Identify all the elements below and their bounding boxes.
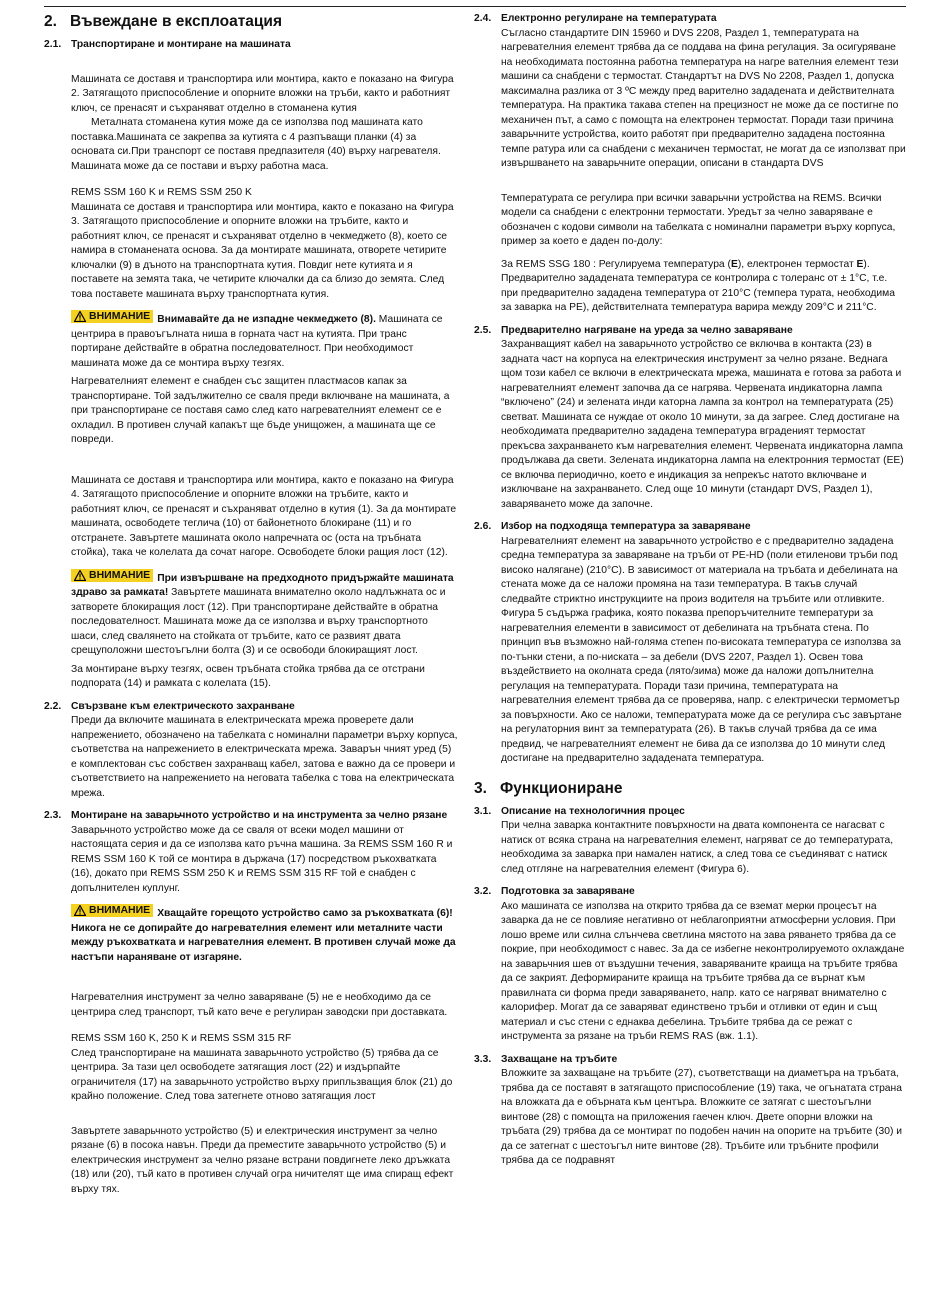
paragraph: Захранващият кабел на заварьчното устройство се включва в контакта (23) в задната част на корпуса на електрическия инструмент за челно рязане. Веднага щом този кабел се включи в електрическата мрежа, машината е готова за работа и нагревателният елемент започва да се нагрява. Червената индикаторна лампа “включено” (24) и зелената инди каторна лампа за контрол на температурата (25) светват. Машината се нуждае от около 10 минути, за да загрее. След достигане на необходимата предварително зададена температура вграденият термостат прекъсва захранването към нагревателния елемент. Червената индикаторна лампа продължава да свети. Зелената индикаторна лампа на електронния термостат (EE) се включва периодично, което е индикация за непрекъс натото включване и изключване на захранването. След още 10 минути (стандарт DVS, Раздел 1), заваряването може да започне.: [501, 339, 904, 510]
paragraph: Температурата се регулира при всички заварьчни устройства на REMS. Всички модели са снабдени с електронни термостати. Уредът за челно заваряване е обозначен с кодови символи на табелката с номинални параметри върху корпуса, пример за което е даден по-долу:: [501, 192, 896, 247]
paragraph: Машината се доставя и транспортира или монтира, както е показано на Фигура 2. Затягащото приспособление и опорните вложки на тръби, както и работният ключ, се пренасят и съхраняват отделно в стоманена кутия: [71, 73, 454, 114]
warning-badge: ВНИМАНИЕ: [71, 904, 153, 917]
warning-triangle-icon: [74, 905, 86, 916]
section-2-5-heading: 2.5. Предварително нагряване на уреда за челно заваряване: [474, 324, 793, 336]
paragraph: За монтиране върху тезгях, освен тръбната стойка трябва да се отстрани подпората (14) и рамката с колелата (15).: [71, 663, 425, 689]
paragraph: Вложките за захващане на тръбите (27), съответстващи на диаметъра на тръбата, трябва да се поставят в затягащото приспособление (19) така, че огънатата страна на вложката да е обърната към центъра. Вложките се затягат с шестоъгълни винтове (28) с помощта на приложения гаечен ключ. Двете опорни вложки на тръбата (29) трябва да се монтират по подобен начин на опорите на тръбите (30) и да се затегнат с шестоъгъл ните винтове (28). Тръбите или тръбните профили трябва да се подравнят: [501, 1068, 902, 1166]
paragraph: Преди да включите машината в електрическата мрежа проверете дали напрежението, обозначено на табелката с номинални параметри върху корпуса, съответства на напрежението в електрическата мрежа. Заварън чният уред (5) е комплектован със собствен захранващ кабел, затова е важно да се провери и съответствието на напрежението на неговата табелка с това на електрическата мрежа.: [71, 715, 458, 799]
right-column: [474, 12, 906, 1169]
section-2-4-heading: 2.4. Електронно регулиране на температурата: [474, 13, 717, 24]
paragraph: За REMS SSG 180 : Регулируема температура (E), електронен термостат E). Предварително зададената температура се контролира с толеранс от ± 1°C, т.е. при предварително зададена температура от 210°C (темпера турата, необходима за заварка на PE), действителната температура варира между 209°C и 211°C.: [501, 258, 895, 313]
section-3-heading: 3. Функциониране: [474, 779, 623, 797]
section-2-3-heading: 2.3. Монтиране на заварьчното устройство и на инструмента за челно рязане: [44, 810, 448, 821]
paragraph: Завъртете заварьчното устройство (5) и електрическия инструмент за челно рязане (6) в посока навън. Преди да преместите заварьчното устройство (5) и електрическия инструмент за челно рязане встрани повдигнете леко дръжката (18) или (20), тъй като в противен случай огра ничителят ще има спиращ ефект върху тях.: [71, 1125, 454, 1195]
section-3-1-heading: 3.1. Описание на технологичния процес: [474, 805, 685, 817]
top-rule: [44, 6, 906, 7]
paragraph: Ако машината се използва на открито трябва да се вземат мерки процесът на заварка да не се повлияе негативно от неблагоприятни атмосферни условия. При лошо време или силна слънчева светлина мястото на зава ряването трябва да се покрие, при необходимост с навес. За да се избегне неконтролируемото охлаждане на заварьчния шев от въздушни течения, заваряваните краища на тръбите трябва да се закрият. Деформираните краища на тръбите трябва да се върнат към правилната си форма преди заваряването, напр. като се нагряват внимателно с калорифер. Могат да се заваряват единствено тръби и отливки от един и същ материал и със стени с еднаква дебелина. Тръбите трябва да се режат с инструмента за рязане на тръби REMS RAS (вж. 1.1).: [501, 900, 905, 1042]
left-column: [44, 12, 458, 1197]
warning-triangle-icon: [74, 311, 86, 322]
paragraph: Машината се доставя и транспортира или монтира, както е показано на Фигура 4. Затягащото приспособление и опорните вложки на тръбите, както и работният ключ, се пренасят и съхраняват отделно в кутия (1). За да монтирате машината, освободете теглича (10) от байонетното блокиране (11) и го отстранете. Завъртете машината около напречната ос (оста на тръбната стойка), така че колелата да сочат нагоре. Освободете блоки ращия лост (12).: [71, 474, 457, 558]
section-2-2-heading: 2.2. Свързване към електрическото захранване: [44, 700, 295, 712]
paragraph: Нагревателният елемент на заварьчното устройство е с предварително зададена средна температура за заваряване на тръби от PE-HD (поли етиленови тръби под високо налягане) (210°C). В зависимост от материала на тръбата и дебелината на стената може да се наложи промяна на тази температура. В такъв случай следвайте стриктно инструкциите на произ водителя на тръбите или отливките. Фигура 5 съдържа графика, която показва препоръчителните температури за нагревателния елементи в зависимост от дебелината на тръбната стена. По принцип във възможно най-голяма степен по-високата температура се използва за по-тънки стени, а по-ниската – за дебели (DVS 2207, Раздел 1). Освен това въздействието на околната среда (лято/зима) може да наложи допълнителна регулация на температурата. Поради тази причина, температурата на нагревателния елемент трябва да се проверява, напр. с електрически термометър за повърхности. Ако се наложи, температурата може да се регулира със завъртане на регулаторния винт за температурата (26). В такъв случай трябва да се има предвид, че нагревателният елемент не бива да се използва до 10 минути след достигане на предварително зададената температура.: [501, 535, 902, 764]
model-subheading: REMS SSM 160 K и REMS SSM 250 K: [71, 187, 252, 198]
warning-paragraph: ВНИМАНИЕ Внимавайте да не изпадне чекмеджето (8). Машината се центрира в правоъгълната ниша в горната част на кутията. При транс портиране действайте в обратна последователност. При необходимост машината може да се монтира върху тезгях.: [71, 310, 443, 369]
warning-badge: ВНИМАНИЕ: [71, 569, 153, 582]
warning-triangle-icon: [74, 570, 86, 581]
warning-paragraph: ВНИМАНИЕ Хващайте горещото устройство само за ръкохватката (6)! Никога не се допирайте до нагревателния елемент или металните части между ръкохватката и нагревателния елемент. В противен случай може да настъпи нараняване от изгаряне.: [71, 904, 456, 963]
section-2-1-heading: 2.1. Транспортиране и монтиране на машината: [44, 39, 291, 50]
paragraph: Нагревателния инструмент за челно заваряване (5) не е необходимо да се центрира след транспорт, тъй като вече е регулиран заводски при доставката.: [71, 992, 448, 1018]
section-3-2-heading: 3.2. Подготовка за заваряване: [474, 886, 635, 897]
model-subheading: REMS SSM 160 K, 250 K и REMS SSM 315 RF: [71, 1033, 292, 1044]
paragraph: След транспортиране на машината заварьчното устройство (5) трябва да се центрира. За тази цел освободете затягащия лост (22) и издърпайте ограничителя (17) на заварьчното устройство върху припльзващия блок (21) до крайно положение. След това затегнете отново затягащия лост: [71, 1047, 453, 1102]
section-3-3-heading: 3.3. Захващане на тръбите: [474, 1053, 618, 1065]
paragraph: Машината се доставя и транспортира или монтира, както е показано на Фигура 3. Затягащото приспособление и опорните вложки на тръбите, както и работният ключ, се пренасят и съхраняват отделно в чекмеджето (8), което се намира в стоманената основа. За да монтирате машината, отворете четирите ключалки (9) в дъното на транспортната кутия. Повдиг нете кутията и я поставете на земята така, че четирите ключалки да са близо до земята. След това поставете машината върху транспортната кутия.: [71, 201, 454, 300]
paragraph: Металната стоманена кутия може да се използва под машината като поставка.Машината се закрепва за кутията с 4 разпъващи планки (4) за основата си.При транспорт се поставя предпазителя (40) върху нагревателя. Машината може да се постави и върху работна маса.: [71, 117, 441, 172]
warning-paragraph: ВНИМАНИЕ При извършване на предходното придържайте машината здраво за рамката! Завъртете машината внимателно около надлъжната ос и затворете блокиращия лост (12). При транспортиране действайте в обратна последователност. Машината може да се използва и върху транспортното шаси, след свалянето на стойката от тръбите, като се развият двата срещуположни шестоъгълни болта (3) и се освободи блокиращият лост.: [71, 568, 454, 656]
section-2-6-heading: 2.6. Избор на подходяща температура за заваряване: [474, 521, 751, 532]
paragraph: Заварьчното устройство може да се сваля от всеки модел машини от настоящата серия и да се използва като ръчна машина. За REMS SSM 160 R и REMS SSM 160 K той се монтира в държача (17) посредством ръкохватката (16), докато при REMS SSM 250 K и REMS SSM 315 RF той е снабден с допълнителен куплунг.: [71, 824, 453, 894]
paragraph: Нагревателният елемент е снабден със защитен пластмасов капак за транспортиране. Той задължително се сваля преди включване на машината, а при транспортиране се поставя само след като нагревателният елемент се е охладил. В противен случай капакът ще бъде унищожен, а машината ще се повреди.: [71, 376, 450, 445]
section-2-heading: 2. Въвеждане в експлоатация: [44, 13, 283, 30]
paragraph: При челна заварка контактните повърхности на двата компонента се нагасват с натиск от всяка страна на нагревателния елемент, нагряват се до температурата, необходима за заварка при намален натиск, а след това се съединяват с натиск след отгляне на нагревателния елемент (Фигура 6).: [501, 820, 894, 875]
warning-badge: ВНИМАНИЕ: [71, 310, 153, 323]
paragraph: Съгласно стандартите DIN 15960 и DVS 2208, Раздел 1, температурата на нагревателния елемент трябва да се поддава на фина регулация. За осигуряване на необходимата постоянна работна температура на нагре вателния елемент тези машини са снабдени с термостат. Стандартът на DVS No 2208, Раздел 1, допуска максимална разлика от 3 ºC между пред варително зададената и действителната температура. На практика такава степен на прецизност не може да се постигне по механичен път, а само с помощта на електронен термостат. Поради тази причина заварьчните устройства, които работят при предварително зададена постоянна темпе ратура или са снабдени с механичен термостат, не могат да се използват при извършването на заварьчните операции, описани в стандарта DVS: [501, 27, 906, 169]
